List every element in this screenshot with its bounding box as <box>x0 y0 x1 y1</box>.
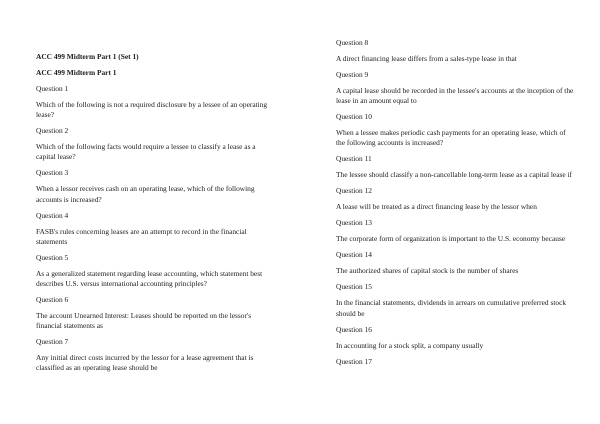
question-text: Which of the following facts would require a lessee to classify a lease as a capital lease? <box>36 142 256 162</box>
question-label: Question 13 <box>336 218 372 228</box>
question-text: FASB's rules concerning leases are an attempt to record in the financial statements <box>36 226 247 246</box>
question-label: Question 12 <box>336 186 372 196</box>
question-label: Question 6 <box>36 295 69 305</box>
left-column <box>36 52 276 379</box>
right-column <box>336 38 576 373</box>
question-text: A lease will be treated as a direct financing lease by the lessor when <box>336 202 537 212</box>
question-text: As a generalized statement regarding lease accounting, which statement best describes U.S. versus international accounting principles? <box>36 268 263 289</box>
question-text: When a lessor receives cash on an operating lease, which of the following accounts is increased? <box>36 184 255 204</box>
question-text: Which of the following is not a required disclosure by a lessee of an operating lease? <box>36 100 268 120</box>
question-label: Question 2 <box>36 126 69 136</box>
question-label: Question 1 <box>36 84 69 93</box>
question-text: In the financial statements, dividends in arrears on cumulative preferred stock should be <box>336 298 567 318</box>
question-label: Question 8 <box>336 38 369 47</box>
question-label: Question 9 <box>336 70 369 79</box>
question-text: The account Unearned Interest: Leases should be reported on the lessor's financial statements as <box>36 311 252 331</box>
question-label: Question 5 <box>36 252 69 262</box>
question-label: Question 11 <box>336 154 372 164</box>
question-label: Question 3 <box>36 168 69 178</box>
question-text: A direct financing lease differs from a sales-type lease in that <box>336 54 517 63</box>
document-subtitle: ACC 499 Midterm Part 1 <box>36 68 117 77</box>
question-text: The authorized shares of capital stock is the number of shares <box>336 266 519 276</box>
question-label: Question 4 <box>36 210 69 220</box>
question-text: When a lessee makes periodic cash payments for an operating lease, which of the following accounts is increased? <box>336 128 566 148</box>
question-label: Question 16 <box>336 324 372 334</box>
question-label: Question 14 <box>336 250 372 260</box>
question-text: A capital lease should be recorded in the lessee's accounts at the inception of the lease in an amount equal to <box>336 86 574 106</box>
question-text: In accounting for a stock split, a company usually <box>336 340 484 350</box>
question-label: Question 10 <box>336 112 372 122</box>
question-label: Question 17 <box>336 356 372 366</box>
question-label: Question 7 <box>36 337 69 347</box>
question-label: Question 15 <box>336 282 372 292</box>
question-text: The corporate form of organization is important to the U.S. economy because <box>336 234 566 244</box>
document-title: ACC 499 Midterm Part 1 (Set 1) <box>36 52 139 61</box>
question-text: Any initial direct costs incurred by the lessor for a lease agreement that is classified as an operating lease should be <box>36 353 254 373</box>
question-text: The lessee should classify a non-cancellable long-term lease as a capital lease if <box>336 170 572 180</box>
